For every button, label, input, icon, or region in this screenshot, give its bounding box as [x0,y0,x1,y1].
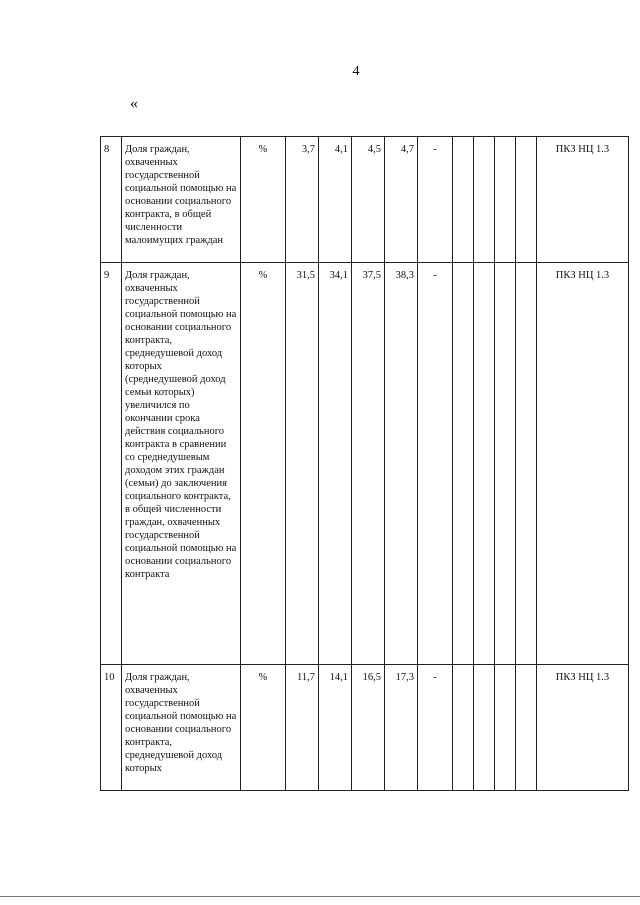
value-cell: 16,5 [352,665,385,791]
table-row [101,263,629,665]
opening-quote-mark: « [130,95,138,112]
unit-cell: % [241,263,286,665]
value-cell: 3,7 [286,137,319,263]
value-cell: 4,5 [352,137,385,263]
value-cell: 14,1 [319,665,352,791]
value-cell: 37,5 [352,263,385,665]
empty-cell [453,665,474,791]
indicator-name: Доля граждан, охваченных государственной социальной помощью на основании социального контракта, среднедушевой доход которых [122,665,241,791]
source-cell: ПКЗ НЦ 1.3 [537,665,629,791]
empty-cell [516,665,537,791]
page-number: 4 [352,64,360,79]
source-cell: ПКЗ НЦ 1.3 [537,263,629,665]
dash-cell: - [418,137,453,263]
empty-cell [516,263,537,665]
row-number: 8 [101,137,122,263]
empty-cell [453,137,474,263]
table-row [101,137,629,263]
indicator-name: Доля граждан, охваченных государственной социальной помощью на основании социального контракта, среднедушевой доход которых (среднедушевой доход семьи которых) увеличился по окончании срока действия социального контракта в сравнении со среднедушевым доходом этих граждан (семьи) до заключения социального контракта, в общей численности граждан, охваченных государственной социальной помощью на основании социального контракта [122,263,241,665]
value-cell: 4,7 [385,137,418,263]
empty-cell [453,263,474,665]
source-cell: ПКЗ НЦ 1.3 [537,137,629,263]
value-cell: 38,3 [385,263,418,665]
empty-cell [474,665,495,791]
empty-cell [516,137,537,263]
value-cell: 17,3 [385,665,418,791]
row-number: 10 [101,665,122,791]
empty-cell [495,137,516,263]
value-cell: 34,1 [319,263,352,665]
value-cell: 31,5 [286,263,319,665]
unit-cell: % [241,137,286,263]
row-number: 9 [101,263,122,665]
empty-cell [474,263,495,665]
table-row [101,665,629,791]
indicators-table [100,136,629,791]
empty-cell [495,665,516,791]
value-cell: 4,1 [319,137,352,263]
empty-cell [474,137,495,263]
dash-cell: - [418,263,453,665]
value-cell: 11,7 [286,665,319,791]
scan-bottom-edge [0,896,640,897]
indicator-name: Доля граждан, охваченных государственной социальной помощью на основании социального контракта, в общей численности малоимущих граждан [122,137,241,263]
dash-cell: - [418,665,453,791]
empty-cell [495,263,516,665]
unit-cell: % [241,665,286,791]
